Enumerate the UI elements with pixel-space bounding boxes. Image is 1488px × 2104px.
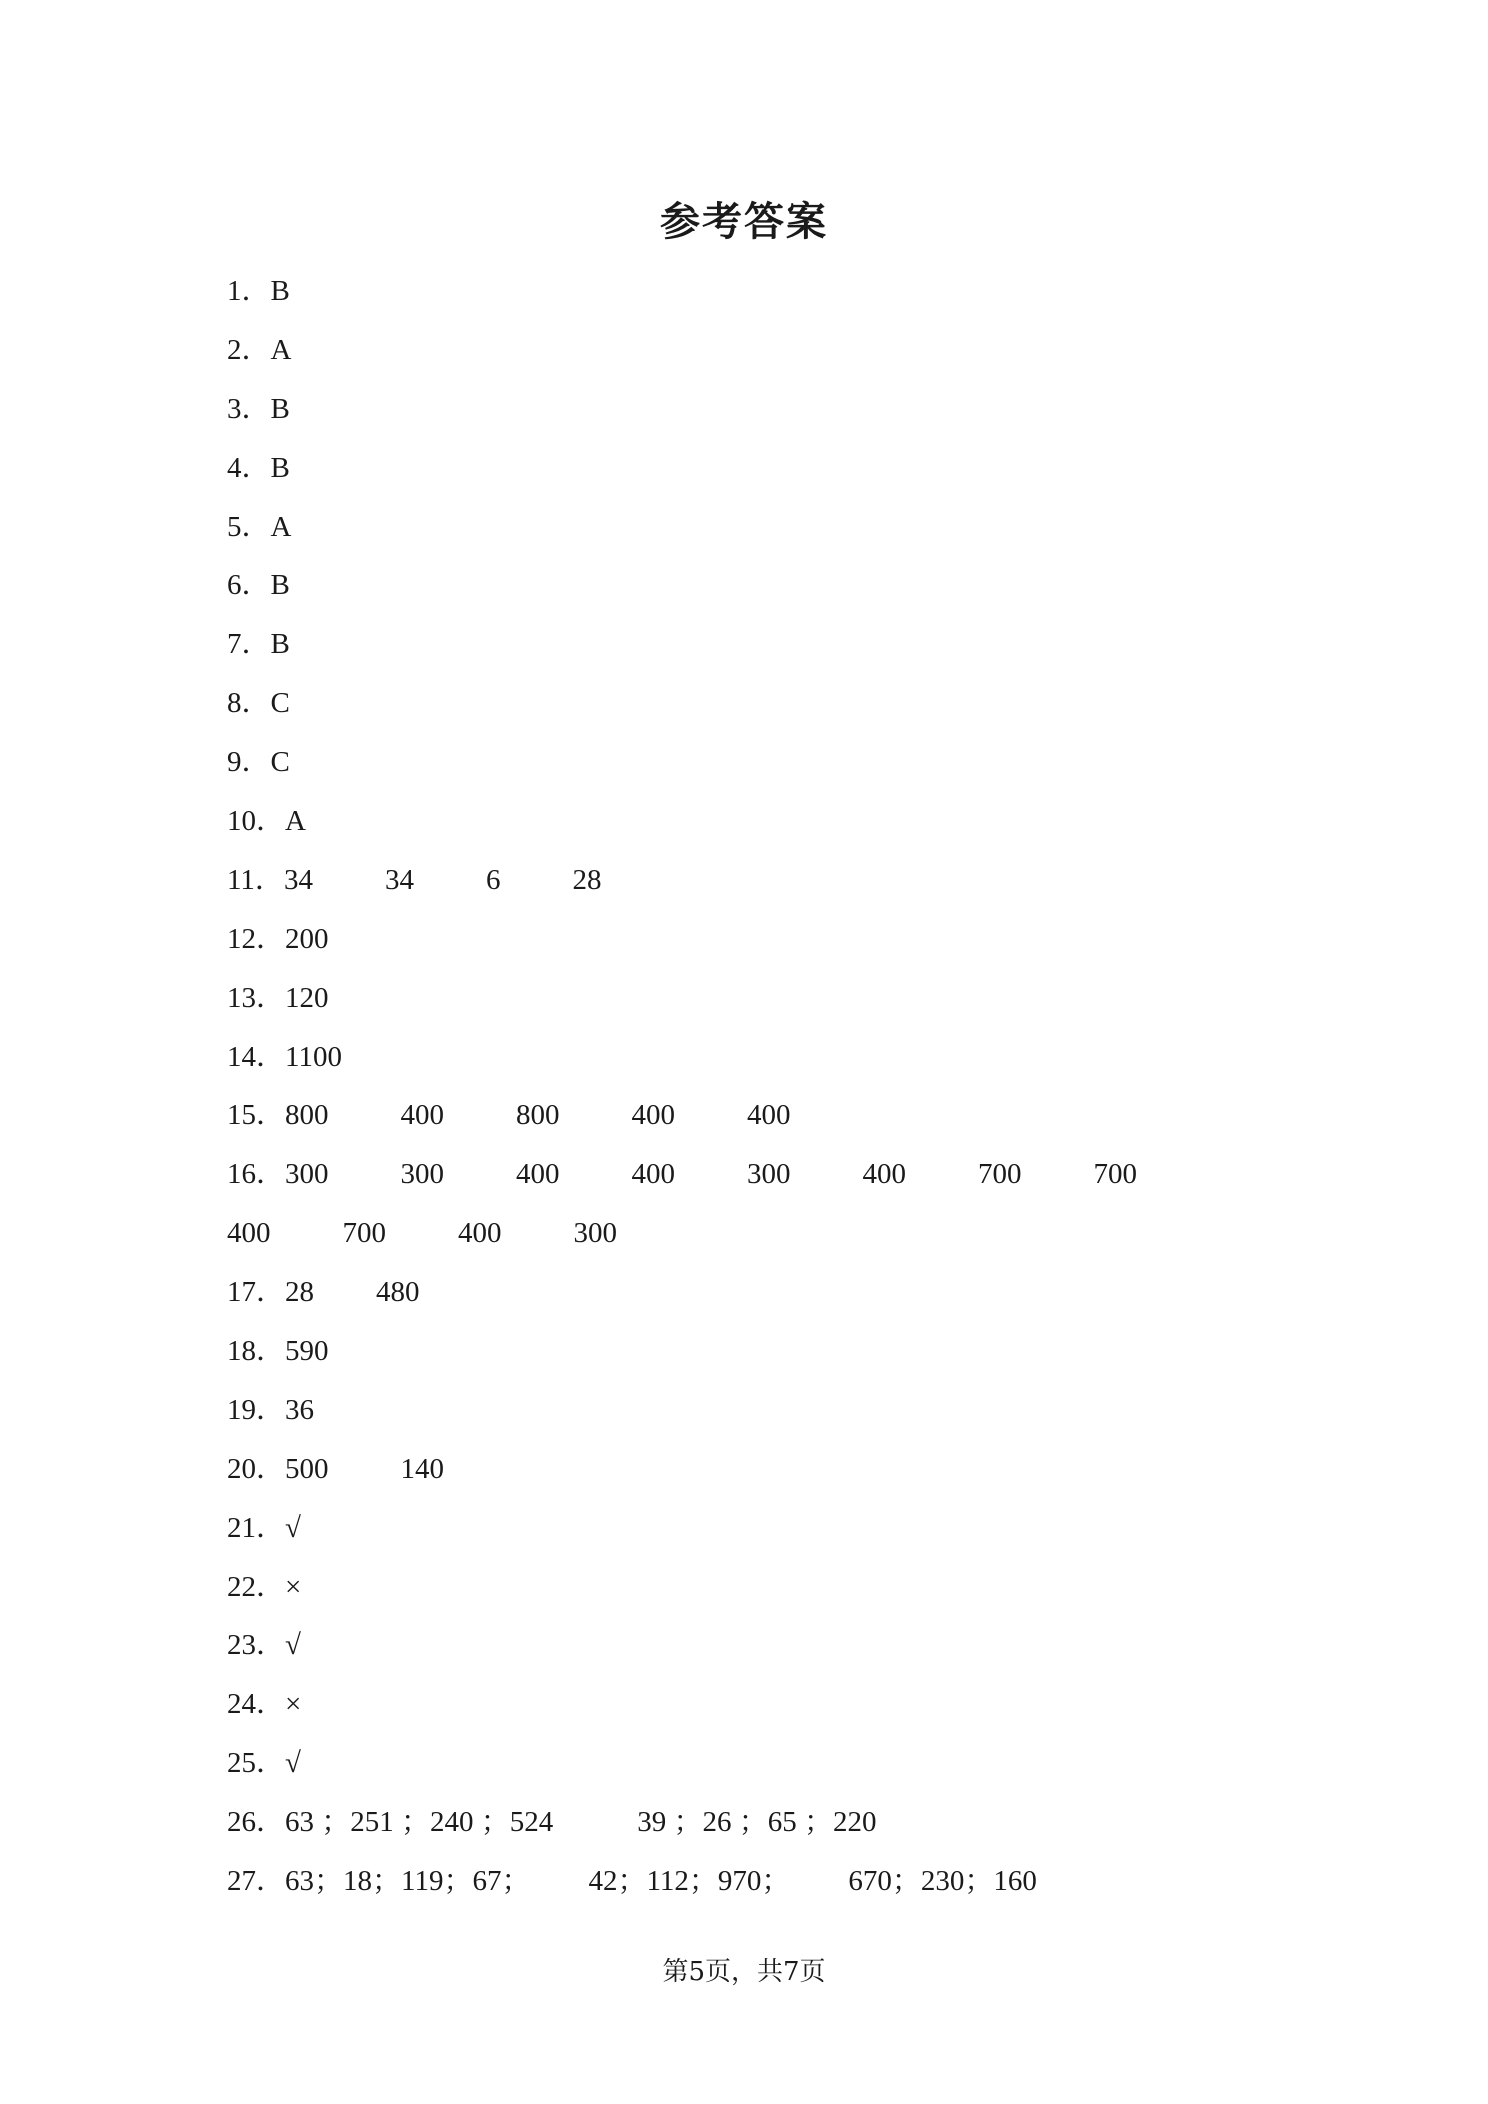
answer-value: 6 xyxy=(485,863,501,896)
answer-number: 20． xyxy=(227,1452,286,1485)
answer-value: 800 xyxy=(516,1099,560,1132)
answer-value: 670；230；160 xyxy=(848,1865,1037,1898)
answer-row xyxy=(227,1322,1327,1381)
page-title: 参考答案 xyxy=(660,199,828,245)
answer-value: √ xyxy=(285,1511,301,1544)
answer-value: A xyxy=(285,805,306,838)
answer-value: B xyxy=(270,628,290,661)
answer-value: 140 xyxy=(400,1452,445,1485)
answer-row xyxy=(227,969,1327,1028)
answer-row xyxy=(227,1086,1327,1145)
answer-value: 36 xyxy=(285,1393,315,1426)
answer-row xyxy=(227,1616,1327,1675)
answer-number: 21． xyxy=(227,1511,286,1544)
answer-row xyxy=(227,910,1327,969)
answer-value: 63；18；119；67； xyxy=(285,1865,531,1898)
answer-row xyxy=(227,733,1327,792)
answer-number: 25． xyxy=(227,1747,286,1780)
answer-value: C xyxy=(270,687,290,720)
answer-value: 34 xyxy=(384,863,414,896)
answer-value: 700 xyxy=(342,1217,386,1250)
answer-row xyxy=(227,380,1327,439)
answer-value: B xyxy=(270,569,290,602)
answer-row xyxy=(227,1263,1327,1322)
answer-number: 27． xyxy=(227,1865,286,1898)
answer-row xyxy=(227,1734,1327,1793)
answer-value: 400 xyxy=(747,1099,791,1132)
answer-row xyxy=(227,1204,1327,1263)
answer-number: 16． xyxy=(227,1158,286,1191)
answer-value: B xyxy=(270,275,290,307)
answer-number: 8． xyxy=(227,687,271,720)
answer-value: B xyxy=(270,392,290,425)
answer-number: 6． xyxy=(227,569,271,602)
answer-number: 7． xyxy=(227,628,271,661)
answer-number: 2． xyxy=(227,333,271,366)
answer-number: 9． xyxy=(227,746,271,779)
answer-value: 500 xyxy=(285,1452,329,1485)
answer-value: 700 xyxy=(978,1158,1022,1191)
answer-value: 42；112；970； xyxy=(588,1865,791,1898)
answer-value: × xyxy=(285,1570,302,1603)
answer-value: B xyxy=(270,451,290,484)
answer-value: 400 xyxy=(631,1158,676,1191)
answer-row xyxy=(227,615,1327,674)
answer-number: 12． xyxy=(227,922,286,955)
page-footer: 第5页，共7页 xyxy=(662,1957,826,1987)
answer-value: 400 xyxy=(862,1158,907,1191)
answer-value: 400 xyxy=(458,1217,502,1250)
answer-number: 22． xyxy=(227,1570,286,1603)
answer-row xyxy=(227,439,1327,498)
answer-number: 10． xyxy=(227,805,286,838)
answer-number: 23． xyxy=(227,1629,286,1662)
answer-value: 300 xyxy=(285,1158,329,1191)
answer-row xyxy=(227,1675,1327,1734)
answer-value: 590 xyxy=(285,1335,329,1368)
answer-row xyxy=(227,1145,1327,1204)
answer-row xyxy=(227,1499,1327,1558)
answer-value: A xyxy=(270,333,292,366)
answer-number: 15． xyxy=(227,1099,286,1132)
answer-number: 13． xyxy=(227,981,286,1014)
answer-value: 300 xyxy=(573,1217,617,1250)
answer-row xyxy=(227,674,1327,733)
answer-row xyxy=(227,498,1327,557)
answer-number: 24． xyxy=(227,1688,286,1721)
answer-row xyxy=(227,321,1327,380)
answer-row xyxy=(227,262,1327,321)
answer-value: 400 xyxy=(516,1158,560,1191)
answer-value: √ xyxy=(285,1629,301,1662)
answer-number: 11． xyxy=(227,863,284,896)
answer-value: C xyxy=(270,746,290,779)
answer-row xyxy=(227,1028,1327,1087)
answer-value: × xyxy=(285,1688,302,1721)
answer-number: 14． xyxy=(227,1040,286,1073)
answer-value: 300 xyxy=(400,1158,445,1191)
answer-value: 400 xyxy=(227,1217,271,1250)
answer-number: 19． xyxy=(227,1393,286,1426)
answer-row xyxy=(227,1558,1327,1617)
answer-value: 400 xyxy=(400,1099,445,1132)
answer-value: 480 xyxy=(376,1276,420,1309)
answer-value: 800 xyxy=(285,1099,329,1132)
answer-row xyxy=(227,1381,1327,1440)
answer-value: 34 xyxy=(283,863,313,896)
answer-number: 18． xyxy=(227,1335,286,1368)
answer-value: 39 ；26 ；65 ；220 xyxy=(637,1806,877,1839)
answer-value: √ xyxy=(285,1747,301,1780)
answer-number: 17． xyxy=(227,1276,286,1309)
answer-number: 3． xyxy=(227,392,271,425)
answer-row xyxy=(227,851,1327,910)
answer-value: 28 xyxy=(285,1276,315,1309)
answer-number: 1． xyxy=(227,275,271,307)
answer-value: 700 xyxy=(1093,1158,1138,1191)
answer-value: 200 xyxy=(285,922,329,955)
answer-value: 1100 xyxy=(285,1040,342,1073)
answer-number: 26． xyxy=(227,1806,286,1839)
answer-value: 120 xyxy=(285,981,329,1014)
answer-value: 300 xyxy=(747,1158,791,1191)
answer-row xyxy=(227,556,1327,615)
answer-number: 4． xyxy=(227,451,271,484)
answer-value: A xyxy=(270,510,292,543)
answer-row xyxy=(227,1440,1327,1499)
answer-list xyxy=(227,262,1327,1911)
answer-row xyxy=(227,792,1327,851)
answer-value: 28 xyxy=(572,863,602,896)
answer-value: 63 ；251 ；240 ；524 xyxy=(285,1806,554,1839)
answer-value: 400 xyxy=(631,1099,676,1132)
answer-row xyxy=(227,1852,1327,1911)
answer-number: 5． xyxy=(227,510,271,543)
answer-row xyxy=(227,1793,1327,1852)
